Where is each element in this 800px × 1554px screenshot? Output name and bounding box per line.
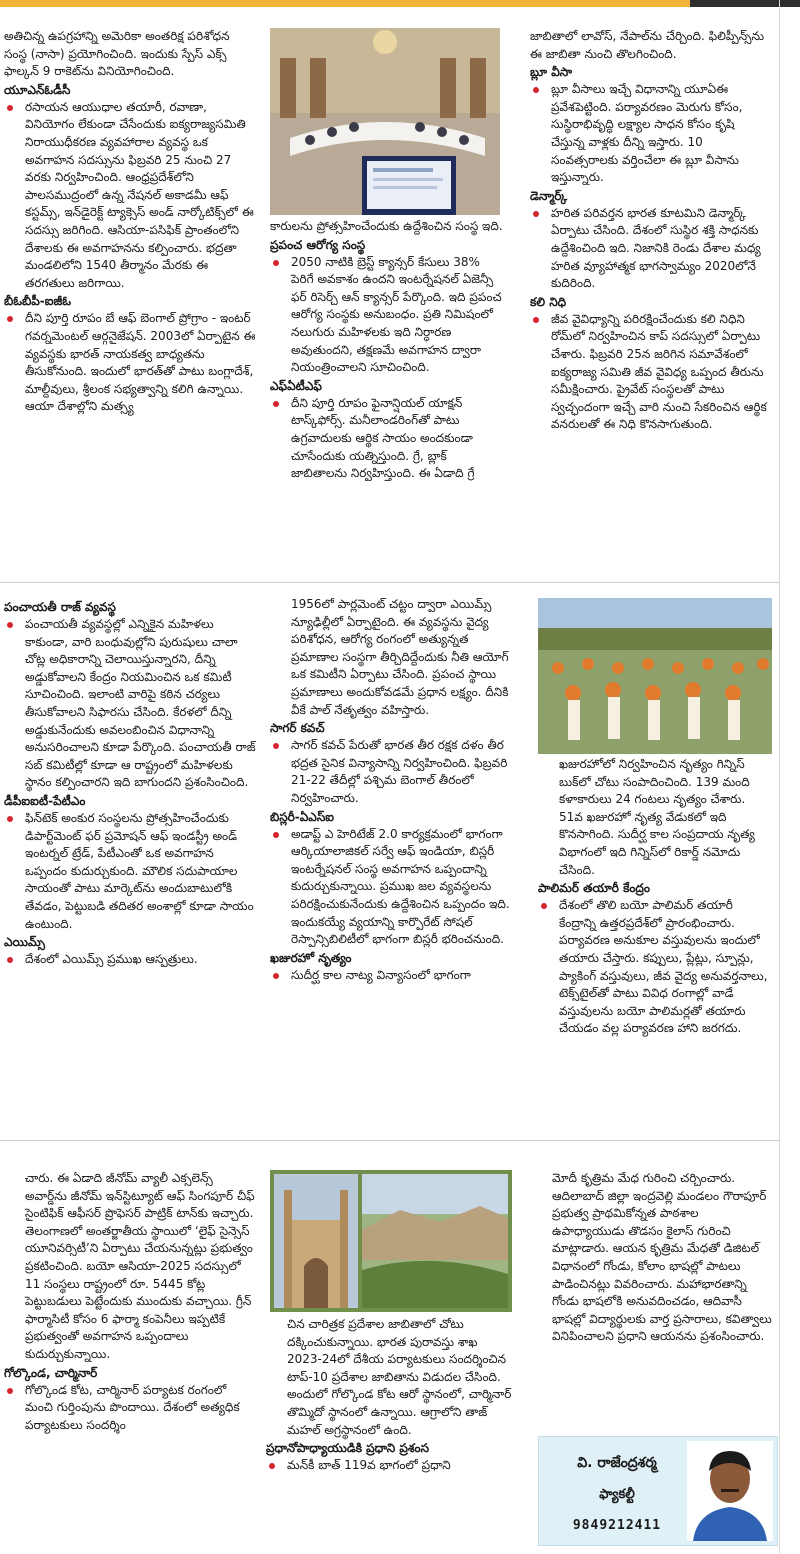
section-heading: కలి నిధి [530,294,567,309]
section-heading: డెన్మార్క్ [530,188,568,203]
bullet-paragraph: దేశంలో తొలి బయో పాలిమర్ తయారీ కేంద్రాన్ని ఉత్తరప్రదేశ్‌లో ప్రారంభించారు. పర్యావరణ అనుకూల వస్తువులను ఇందులో తయారు చేస్తారు. కప్పులు, ప్లేట్లు, స్పూన్లు, ప్యాకింగ్ వస్తువులు, జీవ వైద్య అనువర్తనాలు, టెక్స్‌టైల్‌తో పాటు వివిధ రంగాల్లో వాడే వస్తువులను బయో పాలిమర్లతో తయారు చేయడం వల్ల పర్యావరణ హాని జరగదు. [538,897,772,1038]
bullet-paragraph: బ్లూ వీసాలు ఇచ్చే విధానాన్ని యూఏఈ ప్రవేశపెట్టింది. పర్యావరణం మెరుగు కోసం, సుస్థిరాభివృద్ధి లక్ష్యాల సాధన కోసం కృషి చేస్తున్న వాళ్లకు దీన్ని ఇస్తారు. 10 సంవత్సరాలకు వర్తించేలా ఈ బ్లూ వీసాను ఇస్తున్నారు. [530,81,770,187]
bullet-paragraph: సాగర్ కవచ్ పేరుతో భారత తీర రక్షక దళం తీర భద్రత సైనిక విన్యాసాన్ని నిర్వహించింది. ఫిబ్రవరి 21-22 తేదీల్లో పశ్చిమ బెంగాల్ తీరంలో నిర్వహించారు. [270,737,510,807]
section-heading: బ్లూ వీసా [530,65,573,80]
top-accent-bar [0,0,800,7]
bullet-paragraph: దేశంలో ఎయిమ్స్ ప్రముఖ ఆస్పత్రులు. [4,951,256,969]
body-paragraph: కారులను ప్రోత్సహించేందుకు ఉద్దేశించిన సంస్థ ఇది. [270,219,503,233]
bullet-paragraph: దీని పూర్తి రూపం ఫైనాన్షియల్ యాక్షన్ టాస్క్‌ఫోర్స్. మనీలాండరింగ్‌తో పాటు ఉగ్రవాదులకు ఆర్థిక సాయం అందకుండా చూసేందుకు యత్నిస్తుంది. గ్రే, బ్లాక్ జాబితాలను నిర్వహిస్తుంది. ఈ ఏడాది గ్రే [270,395,503,483]
bullet-paragraph: హరిత పరివర్తన భారత కూటమిని డెన్మార్క్ ఏర్పాటు చేసింది. దేశంలో సుస్థిర శక్తి సాధనకు ఉద్దేశించింది ఇది. నిజానికి రెండు దేశాల మధ్య హరిత వ్యూహాత్మక భాగస్వామ్యం 2020లోనే కుదిరింది. [530,205,770,293]
section3-col1 [4,1170,256,1550]
bullet-paragraph: గోల్కొండ కోట, చార్మినార్ పర్యాటక రంగంలో మంచి గుర్తింపును పొందాయి. దేశంలో అత్యధిక పర్యాటకులు సందర్శిం [4,1382,256,1435]
body-paragraph: చారు. ఈ ఏడాది జీనోమ్ వ్యాలీ ఎక్సలెన్స్ అవార్డ్‌ను జీనోమ్ ఇన్‌స్టిట్యూట్ ఆఫ్ సింగపూర్ చీఫ్ సైంటిఫిక్ ఆఫీసర్ ప్రొఫెసర్ పాట్రిక్ టాన్‌కు ఇచ్చారు. తెలంగాణలో అంతర్జాతీయ స్థాయిలో ‘లైఫ్ సైన్సెస్ యూనివర్సిటీ’ని ఏర్పాటు చేయనున్నట్లు ప్రభుత్వం ప్రకటించింది. బయో ఆసియా-2025 సదస్సులో 11 సంస్థలు రాష్ట్రంలో రూ. 5445 కోట్ల పెట్టుబడులు పెట్టేందుకు ముందుకు వచ్చాయి. గ్రీన్ ఫార్మాసిటీ కోసం 6 ఫార్మా కంపెనీలు ఇప్పటికే ప్రభుత్వంతో అవగాహన ఒప్పందాలు కుదుర్చుకున్నాయి. [25,1171,255,1361]
section1-col2 [270,218,503,578]
section-heading: ఎయిమ్స్ [4,935,46,950]
section1-col3 [530,28,770,576]
bullet-paragraph: జీవ వైవిధ్యాన్ని పరిరక్షించేందుకు కలి నిధిని రోమ్‌లో నిర్వహించిన కాప్ సదస్సులో ఏర్పాటు చేశారు. ఫిబ్రవరి 25న జరిగిన సమావేశంలో ఐక్యరాజ్య సమితి జీవ వైవిధ్య ఒప్పంద తీరును సమీక్షించారు. ప్రైవేట్ సంస్థలతో పాటు స్వచ్ఛందంగా ఇచ్చే వారి నుంచి సేకరించిన ఆర్థిక వనరులతో ఈ నిధి కొనసాగుతుంది. [530,311,770,434]
bullet-paragraph: దీని పూర్తి రూపం బే ఆఫ్ బెంగాల్ ప్రోగ్రాం - ఇంటర్ గవర్నమెంటల్ ఆర్గనైజేషన్. 2003లో ఏర్పాటైన ఈ వ్యవస్థకు భారత్ నాయకత్వ బాధ్యతను తీసుకోనుంది. ఇందులో భారత్‌తో పాటు బంగ్లాదేశ్, మాల్దీవులు, శ్రీలంక సభ్యత్వాన్ని కలిగి ఉన్నాయి. ఆయా దేశాల్లోని మత్స్య [4,310,256,416]
body-paragraph: జాబితాలో లావోస్, నేపాల్‌ను చేర్చింది. ఫిలిప్పీన్స్‌ను ఈ జాబితా నుంచి తొలగించింది. [530,29,765,61]
section-divider [0,582,780,583]
author-name: వి. రాజేంద్రశర్మ [577,1455,657,1471]
bullet-paragraph: రసాయన ఆయుధాల తయారీ, రవాణా, వినియోగం లేకుండా చేసేందుకు ఐక్యరాజ్యసమితి నిరాయుధీకరణ వ్యవహారాల వ్యవస్థ ఒక అవగాహన సదస్సును ఫిబ్రవరి 25 నుంచి 27 వరకు నిర్వహించింది. ఆంధ్రప్రదేశ్‌లోని పాలసముద్రంలో ఉన్న నేషనల్ అకాడమీ ఆఫ్ కస్టమ్స్, ఇన్‌డైరెక్ట్ ట్యాక్సెస్ అండ్ నార్కోటిక్స్‌లో ఈ సదస్సు జరిగింది. ఆసియా-పసిఫిక్ ప్రాంతంలోని దేశాలకు ఈ అవగాహనను కల్పించారు. భద్రతా మండలిలోని 1540 తీర్మానం మేరకు ఈ తరగతులు జరిగాయి. [4,99,256,293]
khajuraho-dance-photo [538,598,772,754]
conference-photo [270,28,500,215]
body-paragraph: 1956లో పార్లమెంట్ చట్టం ద్వారా ఎయిమ్స్ న్యూఢిల్లీలో ఏర్పాటైంది. ఈ వ్యవస్థను వైద్య పరిశోధన, ఆరోగ్య రంగంలో అత్యున్నత ప్రమాణాల సంస్థగా తీర్చిదిద్దేందుకు నీతి ఆయోగ్ ఒక కమిటీని ఏర్పాటు చేసింది. ప్రపంచ స్థాయి ప్రమాణాలు అందుకోవడమే ప్రధాన లక్ష్యం. దీనికి వీకే పాల్ నేతృత్వం వహిస్తారు. [291,597,509,717]
section-heading: ప్రధానోపాధ్యాయుడికి ప్రధాని ప్రశంస [266,1441,430,1456]
section-heading: ప్రపంచ ఆరోగ్య సంస్థ [270,237,366,252]
body-paragraph: అతిచిన్న ఉపగ్రహాన్ని అమెరికా అంతరిక్ష పరిశోధన సంస్థ (నాసా) ప్రయోగించింది. ఇందుకు స్పేస్ ఎక్స్ ఫాల్కన్ 9 రాకెట్‌ను వినియోగించింది. [4,29,230,79]
body-paragraph: మోదీ కృత్రిమ మేధ గురించి చర్చించారు. ఆదిలాబాద్ జిల్లా ఇంద్రవెల్లి మండలం గౌరాపూర్ ప్రభుత్వ ప్రాథమికోన్నత పాఠశాల ఉపాధ్యాయుడు తొడసం కైలాస్ గురించి మాట్లాడారు. ఆయన కృత్రిమ మేధతో డిజిటల్ విధానంలో గోండు, కోలాం భాషల్లో పాటలు పాడించినట్లు వివరించారు. మహాభారతాన్ని గోండు భాషలోకి అనువదించడం, ఆదివాసీ భాషల్లో విద్యార్థులకు వార్త ప్రసారాలు, కవిత్వాలు వినిపించాలని ప్రధాని ఆయనను ప్రశంసించారు. [552,1171,772,1344]
section-heading: గోల్కొండ, చార్మినార్ [4,1365,98,1380]
section-heading: యూఎన్‌ఓడీసీ [4,82,71,97]
section2-col3 [538,756,772,1136]
bullet-paragraph: 2050 నాటికి బ్రెస్ట్ క్యాన్సర్ కేసులు 38% పెరిగే అవకాశం ఉందని ఇంటర్నేషనల్ ఏజెన్సీ ఫర్ రిసెర్చ్ ఆన్ క్యాన్సర్ పేర్కొంది. ఇది ప్రపంచ ఆరోగ్య సంస్థకు అనుబంధం. ప్రతి నిమిషంలో నలుగురు మహిళలకు ఇది నిర్ధారణ అవుతుందని, తక్షణమే అవగాహన ద్వారా నియంత్రించాలని సూచించింది. [270,254,503,377]
body-paragraph: చిన చారిత్రక ప్రదేశాల జాబితాలో చోటు దక్కించుకున్నాయి. భారత పురావస్తు శాఖ 2023-24లో దేశీయ పర్యాటకులు సందర్శించిన టాప్-10 ప్రదేశాల జాబితాను విడుదల చేసింది. అందులో గోల్కొండ కోట ఆరో స్థానంలో, చార్మినార్ తొమ్మిదో స్థానంలో ఉన్నాయి. ఆగ్రాలోని తాజ్ మహల్ అగ్రస్థానంలో ఉంది. [287,1317,512,1437]
top-dark-tab [690,0,800,7]
section-heading: బిస్లరీ-ఏఎస్ఐ [270,809,334,824]
section-heading: ఎఫ్ఏటీఎఫ్ [270,378,322,393]
section3-col3 [552,1170,774,1430]
bullet-paragraph: ఫిన్‌టెక్ అంకుర సంస్థలను ప్రోత్సహించేందుకు డిపార్ట్‌మెంట్ ఫర్ ప్రమోషన్ ఆఫ్ ఇండస్ట్రీ అండ్ ఇంటర్నల్ ట్రేడ్, పేటీఎంతో ఒక అవగాహన ఒప్పందం కుదుర్చుకుంది. మౌలిక సదుపాయాల సాయంతో పాటు మార్కెట్‌ను అందుబాటులోకి తేవడం, పెట్టుబడి తదితర అంశాల్లో కూడా సాయం ఉంటుంది. [4,810,256,933]
author-photo [687,1441,773,1541]
bullet-paragraph: అడాప్ట్ ఎ హెరిటేజ్ 2.0 కార్యక్రమంలో భాగంగా ఆర్కియాలాజికల్ సర్వే ఆఫ్ ఇండియా, బిస్లరీ ఇంటర్నేషనల్ సంస్థ అవగాహన ఒప్పందాన్ని కుదుర్చుకున్నాయి. ప్రముఖ జల వ్యవస్థలను పరిరక్షించుకునేందుకు ఉద్దేశించిన ఒప్పందం ఇది. ఇందుకయ్యే వ్యయాన్ని కార్పొరేట్ సోషల్ రెస్పాన్సిబిలిటీలో భాగంగా బిస్లరీ భరించనుంది. [270,826,510,949]
section-heading: సాగర్ కవచ్ [270,721,325,736]
section3-col2 [266,1316,516,1550]
section-heading: పంచాయతీ రాజ్ వ్యవస్థ [4,600,116,614]
section-divider [0,1140,780,1141]
bullet-paragraph: సుదీర్ఘ కాల నాట్య విన్యాసంలో భాగంగా [270,967,510,985]
bullet-paragraph: మన్‌కీ బాత్ 119వ భాగంలో ప్రధాని [266,1457,516,1475]
section2-col1 [4,598,256,1138]
author-role: ఫ్యాకల్టీ [599,1487,635,1502]
bullet-paragraph: పంచాయతీ వ్యవస్థల్లో ఎన్నికైన మహిళలు కాకుండా, వారి బంధువుల్లోని పురుషులు చాలా చోట్ల అధికారాన్ని చెలాయిస్తున్నారని, దీన్ని అడ్డుకోవాలని కేంద్రం నియమించిన ఒక కమిటీ సూచించింది. ఇలాంటి వారిపై కఠిన చర్యలు తీసుకోవాలని సిఫారసు చేసింది. కేరళలో దీన్ని అడ్డుకునేందుకు అవలంబించిన విధానాన్ని అనుసరించాలని కూడా పేర్కొంది. పంచాయతీ రాజ్ సబ్ కమిటీల్లో కూడా ఆ రాష్ట్రంలో మహిళలకు స్థానం కల్పించారని ఇది బాగుందని ప్రశంసించింది. [4,616,256,792]
section1-col1 [4,28,256,576]
section-heading: బీఓబీపీ-ఐజీఓ [4,294,72,309]
author-phone: 9849212411 [572,1518,662,1533]
author-byline [538,1436,778,1546]
section-heading: డీపీఐఐటీ-పేటీఎం [4,793,86,808]
section-heading: పాలిమర్ తయారీ కేంద్రం [538,881,650,896]
body-paragraph: ఖజురహోలో నిర్వహించిన నృత్యం గిన్నిస్ బుక్‌లో చోటు సంపాదించింది. 139 మంది కళాకారులు 24 గంటలు నృత్యం చేశారు. 51వ ఖజురహో నృత్య వేడుకలో ఇది కొనసాగింది. సుదీర్ఘ కాల సంప్రదాయ నృత్య విభాగంలో ఇది గిన్నిస్‌లో రికార్డ్ నమోదు చేసింది. [559,757,755,877]
charminar-golconda-photo [270,1170,512,1312]
section-heading: ఖజురహో నృత్యం [270,950,352,965]
section2-col2 [270,596,510,1136]
page-right-border [779,0,780,1554]
